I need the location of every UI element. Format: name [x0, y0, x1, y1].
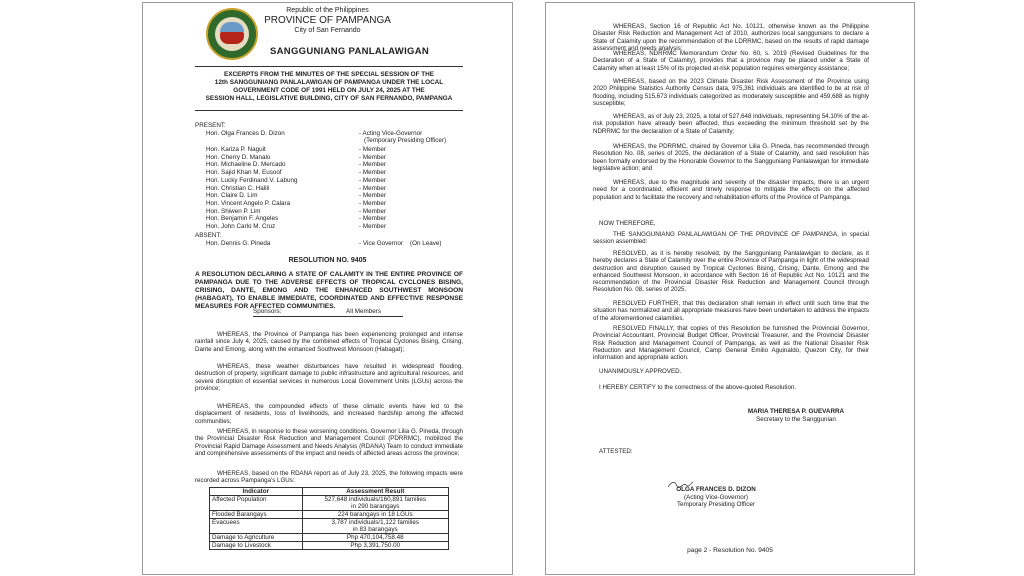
- table-row: Damage to Livestock Php 3,391,750.00: [210, 542, 449, 550]
- page-footer: page 2 - Resolution No. 9405: [687, 547, 773, 554]
- impact-table: [209, 487, 449, 550]
- whereas-paragraph: WHEREAS, the Province of Pampanga has been experiencing prolonged and intense rainfall since July 4, 2025, caused by the combined effects of Tropical Cyclones Bising, Crising, Dante and Emong, along with the enhanced Southwest Monsoon (Habagat);: [195, 331, 463, 353]
- unanimously-approved: UNANIMOUSLY APPROVED.: [599, 368, 682, 375]
- whereas-paragraph: WHEREAS, based on the 2023 Climate Disaster Risk Assessment of the Province using 2020 Philippine Statistics Authority Census data, 975,361 individuals are identified to be at risk of flooding, including 515,673 individuals categorized as moderately susceptible and 459,688 as highly susceptible;: [593, 78, 869, 107]
- attested-label: ATTESTED:: [599, 448, 633, 455]
- table-row: Evacuees 3,787 individuals/1,122 families in 83 barangays: [210, 519, 449, 534]
- resolved-paragraph: RESOLVED, as it is hereby resolved, by the Sangguniang Panlalawigan to declare, as it hereby declares a State of Calamity over the entire Province of Pampanga in light of the widespread destruction and disruption caused by Tropical Cyclones Bising, Crising, Dante, Emong and the enhanced Southwest Monsoon, in accordance with Section 16 of Republic Act No. 10121 and the recommendation of the Provincial Disaster Risk Reduction and Management Council through Resolution No. 08, series of 2025.: [593, 250, 869, 294]
- whereas-paragraph: WHEREAS, these weather disturbances have resulted in widespread flooding, destruction of property, significant damage to public infrastructure and agricultural resources, and severe disruption of essential services in numerous Local Government Units (LGUs) across the province;: [195, 363, 463, 392]
- whereas-paragraph: WHEREAS, based on the RDANA report as of July 23, 2025, the following impacts were recorded across Pampanga's LGUs:: [195, 470, 463, 485]
- whereas-paragraph: WHEREAS, as of July 23, 2025, a total of 527,648 individuals, representing 54.10% of the at-risk population have already been affected, thus exceeding the minimum threshold set by the NDRRMC for the declaration of a State of Calamity;: [593, 113, 869, 135]
- city-line: City of San Fernando: [294, 27, 361, 34]
- sponsors: Sponsors: All Members: [253, 308, 381, 315]
- absent-label: ABSENT:: [195, 232, 222, 239]
- sangguniang-heading: SANGGUNIANG PANLALAWIGAN: [270, 46, 430, 57]
- table-row: Flooded Barangays 224 barangays in 18 LGUs: [210, 511, 449, 519]
- document-page-2: [545, 2, 915, 575]
- table-header: Indicator: [210, 488, 303, 496]
- attester-signature-block: OLGA FRANCES D. DIZON (Acting Vice-Governor) Temporary Presiding Officer: [676, 486, 756, 508]
- now-therefore: NOW THEREFORE,: [599, 220, 656, 227]
- resolved-paragraph: RESOLVED FURTHER, that this declaration shall remain in effect until such time that the situation has normalized and all appropriate measures have been undertaken to address the impacts of the aforementioned calamities.: [593, 300, 869, 322]
- table-row: Affected Population 527,648 individuals/160,891 families in 290 barangays: [210, 496, 449, 511]
- whereas-paragraph: WHEREAS, NDRRMC Memorandum Order No. 60, s. 2019 (Revised Guidelines for the Declaration of a State of Calamity), provides that a province may be placed under a State of Calamity when at least 15% of its projected at-risk population requires emergency assistance;: [593, 50, 869, 72]
- sponsors-underline: [253, 316, 403, 317]
- whereas-paragraph: WHEREAS, the compounded effects of these climatic events have led to the displacement of residents, loss of livelihoods, and increased hardship among the affected communities;: [195, 403, 463, 425]
- header-divider: [195, 66, 463, 67]
- assembled-line: THE SANGGUNIANG PANLALAWIGAN OF THE PROVINCE OF PAMPANGA, in special session assembled:: [593, 231, 869, 246]
- present-label: PRESENT:: [195, 122, 226, 129]
- whereas-paragraph: WHEREAS, in response to these worsening conditions, Governor Lilia G. Pineda, through the Provincial Disaster Risk Reduction and Management Council (PDRRMC), mobilized the Provincial Rapid Damage Assessment and Needs Analysis (RDANA) Team to conduct immediate and comprehensive assessments of the impact and needs of affected areas across the province;: [195, 428, 463, 457]
- table-header: Assessment Result: [302, 488, 448, 496]
- certification-line: I HEREBY CERTIFY to the correctness of the above-quoted Resolution.: [599, 384, 797, 391]
- resolved-paragraph: RESOLVED FINALLY, that copies of this Resolution be furnished the Provincial Governor, Provincial Accountant, Provincial Budget Officer, Provincial Treasurer, and the Provincial Disaster Risk Reduction and Management Council of Pampanga, as well as the National Disaster Risk Reduction and Management Council, Camp General Emilio Aguinaldo, Quezon City, for their information and appropriate action.: [593, 325, 869, 362]
- resolution-title: A RESOLUTION DECLARING A STATE OF CALAMITY IN THE ENTIRE PROVINCE OF PAMPANGA DUE TO THE ADVERSE EFFECTS OF TROPICAL CYCLONES BISING, CRISING, DANTE, EMONG AND THE ENHANCED SOUTHWEST MONSOON (HABAGAT), TO ENABLE IMMEDIATE, COORDINATED AND EFFECTIVE RESPONSE MEASURES FOR AFFECTED COMMUNITIES.: [195, 271, 463, 310]
- province-line: PROVINCE OF PAMPANGA: [264, 15, 391, 26]
- secretary-signature-block: MARIA THERESA P. GUEVARRA Secretary to the Sanggunian: [747, 408, 845, 423]
- whereas-paragraph: WHEREAS, due to the magnitude and severity of the disaster impacts, there is an urgent need for a coordinated, efficient and timely response to mitigate the effects on the affected population and to facilitate the recovery and rehabilitation efforts of the Province of Pampanga.: [593, 179, 869, 201]
- title-divider: [195, 110, 463, 111]
- whereas-paragraph: WHEREAS, Section 16 of Republic Act No. 10121, otherwise known as the Philippine Disaster Risk Reduction and Management Act of 2010, authorizes local sanggunians to declare a State of Calamity upon the recommendation of the LDRRMC, based on the results of rapid damage assessment and needs analysis;: [593, 23, 869, 52]
- republic-line: Republic of the Philippines: [286, 7, 369, 14]
- table-row: Damage to Agriculture Php 470,104,758.48: [210, 534, 449, 542]
- whereas-paragraph: WHEREAS, the PDRRMC, chaired by Governor Lilia G. Pineda, has recommended through Resolution No. 08, series of 2025, the declaration of a State of Calamity, and said resolution has been formally endorsed by the Honorable Governor to the Sangguniang Panlalawigan for immediate legislative action; and: [593, 143, 869, 172]
- minutes-title: EXCERPTS FROM THE MINUTES OF THE SPECIAL SESSION OF THE 12th SANGGUNIANG PANLALAWIGAN OF PAMPANGA UNDER THE LOCAL GOVERNMENT CODE OF 1991 HELD ON JULY 24, 2025 AT THE SESSION HALL, LEGISLATIVE BUILDING, CITY OF SAN FERNANDO, PAMPANGA: [205, 71, 453, 102]
- resolution-number: RESOLUTION NO. 9405: [288, 257, 367, 264]
- document-page-1: Republic of the Philippines PROVINCE OF PAMPANGA City of San Fernando SANGGUNIANG PANLALAWIGAN EXCERPTS FROM THE MINUTES OF THE SPECIAL SESSION OF THE 12th SANGGUNIANG PANLALAWIGAN OF PAMPANGA UNDER THE LOCAL GOVERNMENT CODE OF 1991 HELD ON JULY 24, 2025 AT THE SESSION HALL, LEGISLATIVE BUILDING, CITY OF SAN FERNANDO, PAMPANGA PRESENT: Hon. Olga Frances D. Dizon - Acting Vice-Governor (Temporary Presiding Officer) Hon. Kariza P. Naguit - Member Hon. Cherry D. Manalo - Member Hon. Michaeline D. Mercado - Member Hon. Sajid Khan M. Eusoof - Member Hon. Lucky Ferdinand V. Labung - Member Hon. Christian C. Halili - Member Hon. Claire D. Lim - Member Hon. Vincent Angelo P. Calara - Member Hon. Shiwen P. Lim - Member Hon. Benjamin F. Angeles - Member Hon. John Carlo M. Cruz - Member ABSENT: Hon. Dennis G. Pineda - Vice Governor (On Leave) RESOLUTION NO. 9405 A RESOLUTION DECLARING A STATE OF CALAMITY IN THE ENTIRE PROVINCE OF PAMPANGA DUE TO THE ADVERSE EFFECTS OF TROPICAL CYCLONES BISING, CRISING, DANTE, EMONG AND THE ENHANCED SOUTHWEST MONSOON (HABAGAT), TO ENABLE IMMEDIATE, COORDINATED AND EFFECTIVE RESPONSE MEASURES FOR AFFECTED COMMUNITIES. Sponsors: All Members WHEREAS, the Province of Pampanga has been experiencing prolonged and intense rainfall since July 4, 2025, caused by the combined effects of Tropical Cyclones Bising, Crising, Dante and Emong, along with the enhanced Southwest Monsoon (Habagat); WHEREAS, these weather disturbances have resulted in widespread flooding, destruction of property, significant damage to public infrastructure and agricultural resources, and severe disruption of essential services in numerous Local Government Units (LGUs) across the province; WHEREAS, the compounded effects of these climatic events have led to the displacement of residents, loss of livelihoods, and increased hardship among the affected communities; WHEREAS, in response to these worsening conditions, Governor Lilia G. Pineda, through the Provincial Disaster Risk Reduction and Management Council (PDRRMC), mobilized the Provincial Rapid Damage Assessment and Needs Analysis (RDANA) Team to conduct immediate and comprehensive assessments of the impact and needs of affected areas across the province; WHEREAS, based on the RDANA report as of July 23, 2025, the following impacts were recorded across Pampanga's LGUs: Indicator Assessment Result Affected Population 527,648 individuals/160,891 families in 290 barangays Flooded Barangays 224 barangays in 18 LGUs Evacuees 3,787 individuals/1,122 families in 83 barangays Damage to Agriculture Php 470,104,758.48 Damage to Livestock Php 3,391,750.00: [142, 2, 513, 575]
